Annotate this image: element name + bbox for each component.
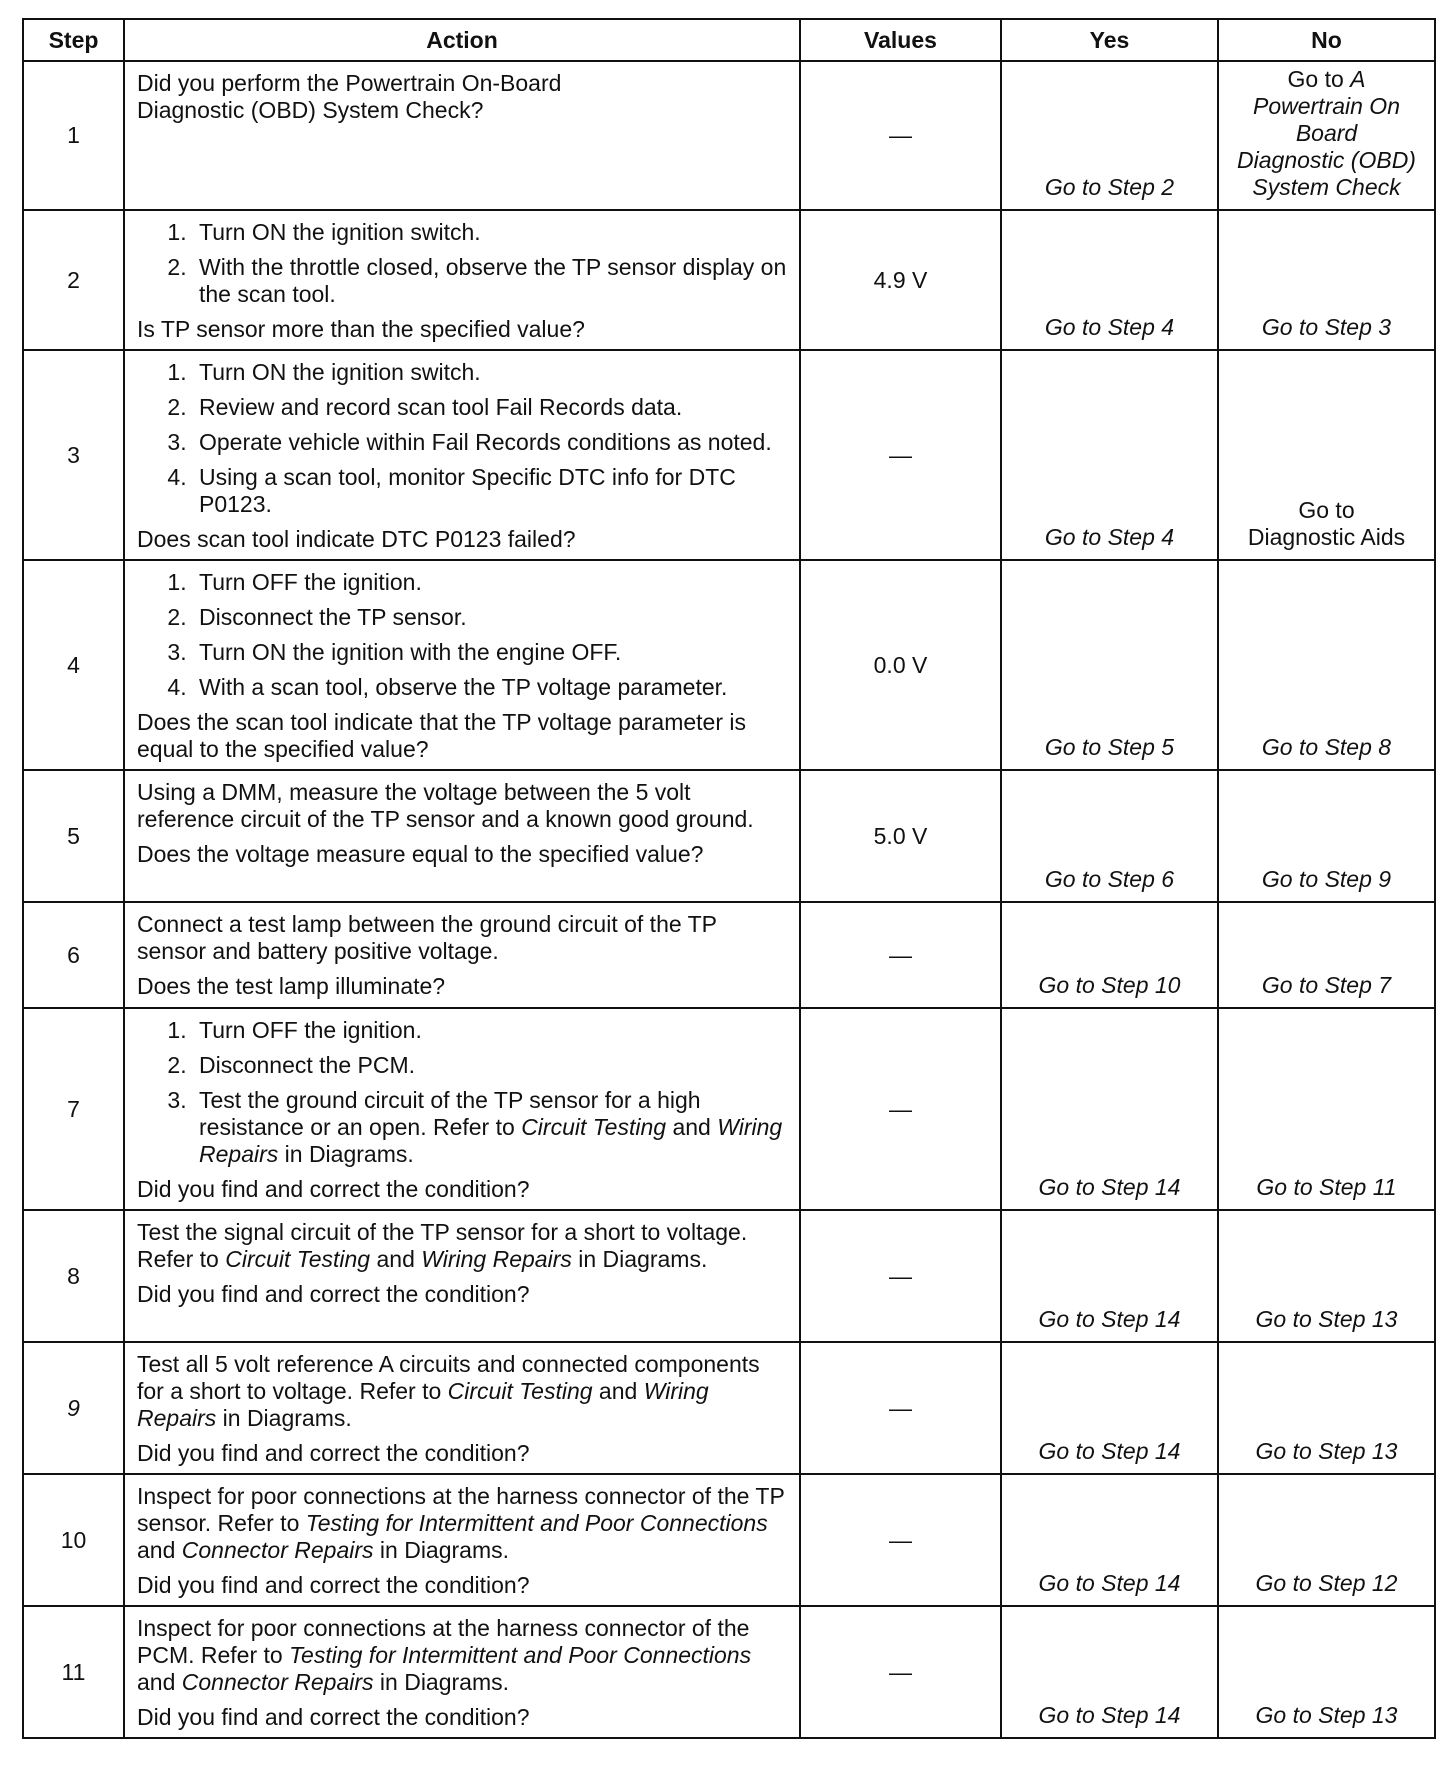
action-question: Does the test lamp illuminate? [137,973,446,999]
value-cell: — [800,61,1001,210]
step-number: 3 [23,350,124,560]
value-cell: — [800,1008,1001,1210]
value-cell: — [800,1210,1001,1342]
value-cell: 0.0 V [800,560,1001,770]
yes-cell: Go to Step 4 [1001,210,1218,350]
header-no: No [1218,19,1435,61]
doc-ref: Circuit Testing [225,1246,371,1272]
no-cell: Go to Step 8 [1218,560,1435,770]
action-cell [124,61,800,210]
action-list [137,219,789,308]
header-values: Values [800,19,1001,61]
value-cell: — [800,350,1001,560]
action-item: 3. Test the ground circuit of the TP sensor for a high resistance or an open. Refer to Circuit Testing and Wiring Repairs in Diagrams. [193,1087,789,1168]
no-cell: Go to Step 13 [1218,1606,1435,1738]
value-cell: — [800,1474,1001,1606]
action-cell [124,1474,800,1606]
table-row [23,1474,1435,1606]
no-line: Go to [1298,497,1355,523]
table-row [23,1210,1435,1342]
doc-ref: A [1350,66,1366,92]
action-item: 1. Turn OFF the ignition. [193,569,789,596]
action-item: 1. Turn ON the ignition switch. [193,359,789,386]
action-text: Inspect for poor connections at the harness connector of the TP sensor. Refer to Testing for Intermittent and Poor Connections and Connector Repairs in Diagrams. [137,1483,785,1563]
step-number: 2 [23,210,124,350]
doc-ref: Circuit Testing [447,1378,593,1404]
action-item: 3. Operate vehicle within Fail Records conditions as noted. [193,429,789,456]
action-item: 2. With the throttle closed, observe the TP sensor display on the scan tool. [193,254,789,308]
yes-cell: Go to Step 4 [1001,350,1218,560]
doc-ref: Connector Repairs [181,1669,374,1695]
action-text: Test the signal circuit of the TP sensor for a short to voltage. Refer to Circuit Testing and Wiring Repairs in Diagrams. [137,1219,748,1272]
action-item: 2. Disconnect the PCM. [193,1052,789,1079]
table-row [23,210,1435,350]
no-cell: Go to Step 13 [1218,1210,1435,1342]
table-row [23,350,1435,560]
action-item: 2. Disconnect the TP sensor. [193,604,789,631]
doc-ref: Wiring Repairs [199,1114,783,1167]
action-list [137,569,789,701]
action-item: 1. Turn ON the ignition switch. [193,219,789,246]
header-yes: Yes [1001,19,1218,61]
no-cell: Go to Step 13 [1218,1342,1435,1474]
no-cell [1218,61,1435,210]
step-number: 5 [23,770,124,902]
no-line: Powertrain On [1252,93,1400,119]
action-text: Inspect for poor connections at the harness connector of the PCM. Refer to Testing for Intermittent and Poor Connections and Connector Repairs in Diagrams. [137,1615,752,1695]
action-question: Did you find and correct the condition? [137,1440,530,1466]
table-row [23,902,1435,1008]
action-cell [124,560,800,770]
header-row [23,19,1435,61]
no-cell: Go to Step 12 [1218,1474,1435,1606]
action-question: Did you find and correct the condition? [137,1176,530,1202]
table-row [23,61,1435,210]
step-number: 4 [23,560,124,770]
action-text: Using a DMM, measure the voltage between the 5 volt reference circuit of the TP sensor and a known good ground. [137,779,754,832]
action-list [137,1017,789,1168]
doc-ref: Wiring Repairs [421,1246,572,1272]
action-item: 4. Using a scan tool, monitor Specific DTC info for DTC P0123. [193,464,789,518]
yes-cell: Go to Step 2 [1001,61,1218,210]
step-number: 10 [23,1474,124,1606]
yes-cell: Go to Step 14 [1001,1342,1218,1474]
doc-ref: Circuit Testing [521,1114,667,1140]
table-row [23,1008,1435,1210]
table-row [23,1342,1435,1474]
step-number: 1 [23,61,124,210]
doc-ref: Wiring Repairs [137,1378,709,1431]
action-text: Connect a test lamp between the ground circuit of the TP sensor and battery positive voltage. [137,911,717,964]
action-cell [124,902,800,1008]
step-number: 6 [23,902,124,1008]
action-item: 1. Turn OFF the ignition. [193,1017,789,1044]
table-row [23,560,1435,770]
action-cell [124,1342,800,1474]
value-cell: — [800,902,1001,1008]
no-line: Diagnostic Aids [1247,524,1406,550]
no-line: Board [1295,120,1358,146]
yes-cell: Go to Step 14 [1001,1474,1218,1606]
no-line: System Check [1252,174,1401,200]
no-line: Go to A [1287,66,1366,92]
yes-cell: Go to Step 10 [1001,902,1218,1008]
no-cell: Go to Step 3 [1218,210,1435,350]
yes-cell: Go to Step 14 [1001,1606,1218,1738]
action-list [137,359,789,518]
header-step: Step [23,19,124,61]
step-number: 11 [23,1606,124,1738]
no-cell: Go to Step 7 [1218,902,1435,1008]
yes-cell: Go to Step 14 [1001,1008,1218,1210]
action-text: Test all 5 volt reference A circuits and connected components for a short to voltage. Refer to Circuit Testing and Wiring Repairs in Diagrams. [137,1351,760,1431]
yes-cell: Go to Step 6 [1001,770,1218,902]
action-cell [124,350,800,560]
doc-ref: Testing for Intermittent and Poor Connections [305,1510,768,1536]
step-number: 7 [23,1008,124,1210]
action-question: Is TP sensor more than the specified value? [137,316,585,342]
action-cell [124,1606,800,1738]
action-question: Did you find and correct the condition? [137,1281,530,1307]
no-line: Diagnostic (OBD) [1237,147,1416,173]
action-text: Did you perform the Powertrain On-Board Diagnostic (OBD) System Check? [137,70,562,123]
doc-ref: Connector Repairs [181,1537,374,1563]
action-cell [124,1008,800,1210]
yes-cell: Go to Step 14 [1001,1210,1218,1342]
action-item: 2. Review and record scan tool Fail Records data. [193,394,789,421]
action-item: 4. With a scan tool, observe the TP voltage parameter. [193,674,789,701]
no-cell: Go to Step 11 [1218,1008,1435,1210]
table-row [23,770,1435,902]
step-number: 9 [23,1342,124,1474]
table-row [23,1606,1435,1738]
action-question: Does scan tool indicate DTC P0123 failed? [137,526,576,552]
action-question: Does the voltage measure equal to the specified value? [137,841,704,867]
step-number: 8 [23,1210,124,1342]
value-cell: 4.9 V [800,210,1001,350]
action-question: Did you find and correct the condition? [137,1572,530,1598]
no-cell [1218,350,1435,560]
action-question: Does the scan tool indicate that the TP voltage parameter is equal to the specified value? [137,709,747,762]
action-cell [124,1210,800,1342]
action-item: 3. Turn ON the ignition with the engine OFF. [193,639,789,666]
header-action: Action [124,19,800,61]
value-cell: — [800,1606,1001,1738]
diagnostic-table [22,18,1436,1739]
action-cell [124,770,800,902]
doc-ref: Testing for Intermittent and Poor Connections [289,1642,752,1668]
action-cell [124,210,800,350]
no-cell: Go to Step 9 [1218,770,1435,902]
value-cell: — [800,1342,1001,1474]
value-cell: 5.0 V [800,770,1001,902]
action-question: Did you find and correct the condition? [137,1704,530,1730]
yes-cell: Go to Step 5 [1001,560,1218,770]
